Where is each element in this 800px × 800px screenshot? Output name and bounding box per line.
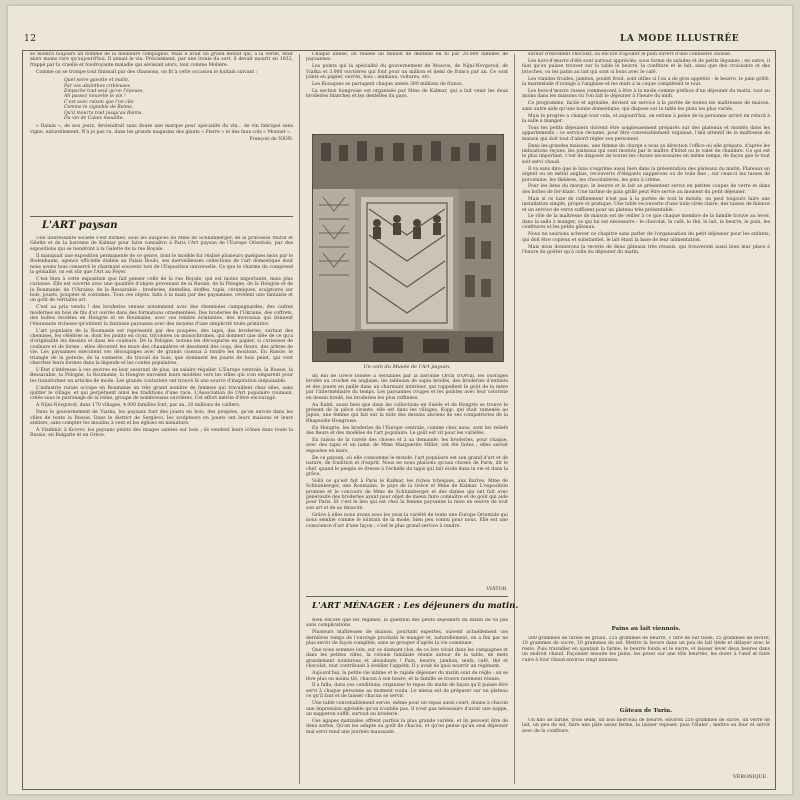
paragraph: Au Kahti, aussi bien que dans les collections en Suède et de Hongrie se trouve le présent de la pièce vivante, elle est dans les villages, Kopp, qui était ramenée au Japon, une femme qui fait sur la toile des dessins anciens de ses compatriotes de la Rhapsodie Hongroise. (306, 402, 508, 424)
signature: François de NION. (249, 136, 293, 142)
paragraph: « Ralain », de nos jours, deviendrait sans doute une marque pour spécialité du vin... de vin fabriqué sans vigne, naturellement. N'a je pas vu, dans les grands magasins des giants « Pierre » et des faux cols « Monnet ». (30, 124, 293, 135)
newspaper-page (8, 6, 792, 794)
paragraph: Mais le progrès a changé tout cela, et aujourd'hui, on estime à peine de la personne arrivé en retard à la salle à manger. (522, 113, 770, 124)
paragraph: En raison de la rareté des choses et à sa demande, les broderies, pour chaque, avec des tapis et en lamé, de Mme Marguerite Miller, ont été faites ; elles seront exposées en mars. (306, 437, 508, 454)
column-1-top (30, 52, 293, 216)
paragraph: Dans les grandes maisons, une femme de charge a sous sa direction l'office où elle prépare, d'après les indications reçues, les plateaux qui sont montés par le maître d'hôtel ou le valet de chambre. Ce qui est le plus important, c'est de disposer de toutes les choses nécessaires en même temps, de façon que le tout soit servi chaud. (522, 143, 770, 165)
paragraph: Grâce à elles nous avons sous les yeux la variété de toute une Europe Orientale qui nous semble comme le lointain de la mode, bien peu connu pour nous. Elle est une conscience d'art d'une façon ; c'est le plus grand service à rendre. (306, 512, 508, 529)
paragraph: se montra toujours un homme de la meilleure compagnie. Mais il avait un grand défaut qui, à la vérité, était alors moins rare qu'aujourd'hui. Il aimait le vin. Précisément, par une ironie du sort, il devait mourir en 1832, frappé par la cruelle et foudroyante maladie qui sévissait alors, tout comme Molière. (30, 52, 293, 68)
paragraph: À Nijni-Novgorod, dans 170 villages, 4.000 familles font, par an, 20 millions de cuillers. (36, 403, 241, 409)
paragraph: Voilà ce qu'est fait à Paris le Kalmar, les riches tchèques, aux Barres, Mme de Schlumberger, une Roumaine, le pays de la Grèce et Mme de Kalmar. L'exposition promise et le concours de Mme de Schlumberger et des dames qui ont fait avec générosité des broderies ayant pour objet de mieux faire connaître et de goût qui aide pour Paris. Et c'est le lieu qui est chez la femme paysanne la mise en œuvre de tout son art et de sa ténacité. (306, 478, 508, 511)
paragraph: Plusieurs maîtresses de maison, pourtant expertes, suivent actuellement ces dernières temps de l'ouvrage prochain le manger et, naturellement, on a fini par ne plus servir de façon complète, sans se grouper d'après la vie commune. (306, 630, 508, 647)
verse-line: C'est avec raison que l'on cite (64, 99, 134, 105)
recipe-title-gateau-de-turin: Gâteau de Turin. (619, 708, 673, 714)
verse-line: Comme le vignoble de Reims, (64, 105, 134, 111)
paragraph: Les points qui la spécialité du gouvernement de Moscou, de Nijni-Novgorod, de Viatka et 3.000 ouvrières qui font pour un million et demi de francs par an. Ce sont joints en papier, ouvrés, bois : animaux, voitures, etc. (306, 64, 508, 81)
paragraph: À Vladimir, à Kovrov, les paysans peints des images saintes sur bois ; ils vendent leurs icônes dans toute la Russie, en Bulgarie et en Grèce. (30, 427, 293, 439)
paragraph: Les viandes froides, jambon, poulet froid, sont utiles si l'on a de gros appétits ; le beurre, le pain grillé, la marmelade d'orange à l'anglaise et les œufs à la coque complètent le tout. (522, 76, 770, 88)
column-3-top (522, 52, 770, 622)
paragraph: La section hongroise est organisée par Mme de Kalmar, qui a fait venir les deux broderies blanches et les dentelles du pays. (306, 88, 508, 100)
column-2-middle (306, 374, 508, 586)
paragraph: De ce paysan, où elle consomme le monde, l'art populaire est son grand d'art et de nature, de tradition et d'esprit. Nous ne nous plaisons qu'aux choses de Paris, dit le chef, quand le peuple se dresse à l'échelle du tapis qui fait école dans la vie et dans la grâce. (306, 455, 508, 477)
verse (64, 78, 293, 121)
signature: VÉRONIQUE. (732, 774, 768, 780)
paragraph: Il a fallu, dans ces conditions, organiser le repas du matin de façon qu'il puisse être servi à chaque personne au moment voulu. Le mieux est de préparer sur un plateau ce qu'il faut et de laisser chacun se servir. (306, 683, 508, 700)
paragraph: Il manquait une exposition permanente de ce genre, dont le modèle fut réalisé plusieurs quelques mois par le Bodenhaum, agence officielle établie au Palais Boulo, ses merveilleuses collections de l'art domestique dont nous avons tous conservé le charmant souvenir lors de l'Exposition universelle. Ce que le charme du comprend la génialité, on est sûr que l'Art au Foyer. (30, 253, 293, 275)
paragraph: Tous les petits déjeuners doivent être soigneusement préparés sur des plateaux et montés dans les appartements ; ce service réclame, pour être convenablement organisé, l'œil attentif de la maîtresse de maison qui doit tout d'abord régler son personnel. (522, 125, 770, 142)
museum-interior-illustration (313, 135, 503, 361)
paragraph: Aujourd'hui, la petite vie intime et le rapide déjeuner du matin sont de règle : on se lève plus ou moins tôt, chacun à son heure, et la famille se trouve rarement réunie. (306, 671, 508, 682)
paragraph: C'est au prix vendu ! des broderies venues notamment avec des cheminées campagnardes, des cadres modernes en bois de fils d'or ouvrés dans des formations ornementées. Des broderies de l'Ukraine, des coffrets, des boîtes brodées en Hongrie et en Roumanie, avec ces teintes éclatantes, des morceaux qui donnent l'étonnante richesse qu'obtient la fantaisie paysanne avec des moyens d'une simplicité toute primitive. (30, 305, 293, 327)
paragraph: saveur d'excellent chocolat, ou encore d'ajouter le pain ouvert d'une confiserie choisie. (528, 52, 732, 57)
verse-line: Empoche tout seul qu'on l'épouse, (64, 88, 144, 94)
column-divider (514, 54, 515, 784)
paragraph: du Roi de Grèce fondée à Versailles par la baronne Orczi d'Orval, les ouvrages brodés au crochet en anglaise, les tableaux de sapin brodés, des broderies d'enfants et des jouets en paille dans un charmant intérieur, qui rappellent le goût de la mère par l'intermédiaire du temps. Les paysannes rouges et les pointes avec leur coloriste en dessin brodé, les broderies les plus raffinées. (306, 374, 508, 401)
paragraph: Une intéressante société s'est formée, sous les auspices de Mme de Schlumberger, de la princesse Murat et Gilette et de la baronne de Kalmar pour faire connaître à Paris l'Art paysan de l'Europe Orientale, par des expositions qui se tiendront à la Galerie de la rue Royale. (30, 236, 293, 252)
paragraph: Ce programme, facile et agréable, devient un service à la portée de toutes les maîtresses de maison, sans autre aide qu'une bonne domestique, qui dispose sur la table les plats les plus variés. (522, 101, 770, 112)
paragraph: L'industrie rurale occupe en Roumanie un très grand nombre de femmes qui travaillent chez elles, sans quitter le village, et qui perpétuent ainsi les traditions d'une race. L'Association de l'Art populaire roumain, créée sous le patronage de la reine, groupe de nombreuses ouvrières. Cet effort mérite d'être encouragé. (30, 385, 293, 402)
paragraph: Que nous sommes loin, sur ce diamant clos, de ce lors vivait dans les campagnes et dans les petites villes, la colonie familiale réunie autour de la table, de mets grandement nombreux et abondants ! Pain, beurre, jambon, œufs, café, thé et chocolat, tout contribuait à éveiller l'appétit. Il y avait de quoi nourrir un régiment. (306, 648, 508, 670)
section-divider (30, 216, 293, 217)
section-divider (306, 596, 508, 597)
paragraph: 500 grammes de farine de gruau, 125 grammes de beurre, 1 litre de lait tiède, 25 grammes de levure, 10 grammes de sucre, 10 grammes de sel. Mettre la levure dans un peu de lait tiède et délayer avec le reste. Puis travailler en ajoutant la farine, le beurre fondu et le sucre, et laisser lever deux heures dans un endroit chaud. Façonner ensuite les pains, les poser sur une tôle beurrée, les dorer à l'œuf et faire cuire à four chaud environ vingt minutes. (522, 636, 770, 663)
paragraph: Mais nous donnerons la recette de deux gâteaux très réussis, qui trouveront aussi bien leur place à l'heure du goûter qu'à celle du déjeuner du matin. (522, 244, 770, 255)
column-divider (299, 54, 300, 784)
paragraph: Comme on se trompe tout finissait par des chansons, on fit à cette occasion le huitain suivant : (36, 69, 258, 75)
paragraph: Le rôle de la maîtresse de maison est de veiller à ce que chaque membre de la famille trouve au lever, dans la salle à manger, ce qui lui est nécessaire : le chocolat, le café, le thé, le lait, le beurre, le pain, les confitures et les petits gâteaux. (522, 214, 770, 231)
paragraph: Les hors-d'œuvre russes commencent à être à la mode comme préface d'un déjeuner du matin, tout au moins dans les maisons où l'on fait le déjeuner à l'heure du midi. (522, 88, 770, 100)
paragraph: Les hors-d'œuvre d'été sont surtout appréciés, sous forme de salades et de petits légumes ; en outre, il faut qu'on puisse trouver sur la table le beurre, la confiture et le lait, ainsi que des croissants et des brioches, ou les pains au lait qui sont si bons avec le café. (522, 58, 770, 75)
column-1-body (30, 236, 293, 784)
museum-photo (312, 134, 504, 362)
recipe-1-text (522, 636, 770, 696)
photo-caption: Un coin du Musée de l'Art paysan. (363, 364, 451, 370)
paragraph: Mais si ce luxe de raffinement n'est pas à la portée de tout le monde, on peut toujours faire une installation simple, propre et pratique. Une table recouverte d'une toile cirée claire, des tasses de faïence et un service de verre suffisent pour un plateau très présentable. (522, 196, 770, 213)
recipe-title-pains-au-lait: Pains au lait viennois. (611, 626, 681, 632)
paragraph: Chaque année, on réalise un million de dentelle en fil par 20.000 familles de paysannes. (306, 52, 508, 63)
paragraph: Nous ne saurions achever ce chapitre sans parler de l'organisation du petit déjeuner pour les enfants, qui doit être copieux et substantiel, le lait étant la base de leur alimentation. (522, 232, 770, 243)
verse-line: Du vin de Calais maudite. (64, 115, 124, 121)
paragraph: En Hongrie, les broderies de l'Europe centrale, comme chez nous, sont les reliefs des fleurs et des modèles de l'art populaire. Le goût est vif pour les variétés. (306, 425, 508, 437)
paragraph: Une table convenablement servie, même pour un repas aussi court, donne à chacun une impression agréable qu'on n'oublie pas. Il n'est pas nécessaire d'avoir une nappe, un napperon suffit, surtout en broderie. (306, 701, 508, 717)
page-number: 12 (24, 34, 37, 44)
paragraph: Il va sans dire que le luxe s'exprime aussi bien dans la présentation des plateaux du matin. Plateaux en argent ou en métal anglais, recouverts d'élégants napperons ou de toile fine ; sur ceux-ci les tasses de porcelaine, les théières, les chocolatières, les pots à crème. (522, 166, 770, 183)
column-2-bottom (306, 618, 508, 784)
section-title-art-menager: L'ART MÉNAGER : Les déjeuners du matin. (312, 601, 519, 611)
section-title-art-paysan: L'ART paysan (42, 220, 118, 231)
paragraph: Les Kosaques se partagent chaque année 300 millions de francs. (312, 82, 464, 88)
verse-line: Quel noire gavotte et malin, (64, 78, 130, 84)
column-2-top (306, 52, 508, 132)
paragraph: C'est bien à cette exposition que fait penser celle de la rue Royale, qui est moins importante, mais plus curieuse. Elle est ouverte avec une quantité d'objets provenant de la Russie, de la Pologne, de la Hongrie et de la Roumanie, de l'Ukraine, de la Bessarabie : broderies, dentelles, étoffes, tapis, céramiques, sculptures sur bois, jouets, poupées et costumes. Tous ces objets, faits à la main par des paysannes, révèlent une fantaisie et un goût de véritable art. (30, 276, 293, 304)
verse-line: Qu'il mourra tout jusqu'au Reims, (64, 110, 143, 116)
recipe-2-text (522, 718, 770, 770)
verse-line: Ah passez nouvelle le vin ! (64, 94, 126, 100)
page-title: LA MODE ILLUSTRÉE (620, 34, 740, 44)
paragraph: Ces agapes matinales offrent parfois la plus grande variété, et ils peuvent être de deux sortes. Qu'on les adapte au goût de chacun, et qu'on pense qu'un seul déjeuner mal servi rend une journée maussade. (306, 718, 508, 735)
signature: VIATOR. (486, 586, 508, 592)
paragraph: Pour les liens du marque, le beurre et le lait se présentent servis en petites coupes de verre et dans des boîtes de fer-blanc. Une tartine de pain grillé peut être servie au moment du petit déjeuner. (522, 184, 770, 195)
paragraph: L'art populaire de la Roumanie est représenté par des poupées, des tapis, des broderies, surtout des chemises, les célèbres ie, dont les points en croix, tricolores ou monochromes, qui donnent une idée de ce qu'a d'originalité les dessins et dans les couleurs. De la Pologne, notons les découpures en papier, si curieuses de couleurs et de forme ; elles décorent les murs des chaumières et dessinent des coqs, des fleurs, des arbres de vie. Les paysannes exécutent ces découpages avec de grands ciseaux à tondre les moutons. En Russie, le triangle de la poterie, de la vannerie, du travail du bois, que dominent les jouets de bois peint, qui vont chercher leurs formes dans la légende et les contes populaires. (30, 328, 293, 366)
verse-line: Par vos absinthes cribleuses (64, 83, 131, 89)
paragraph: L'État s'intéresse à ces œuvres en leur assurant de plus, un salaire régulier. L'Europe centrale, la Russie, la Bessarabie, la Pologne, la Roumanie, la Hongrie envoient leurs modèles vers les villes qui s'en emparent pour les transformer en articles de mode. Les grands couturiers ont trouvé là une source d'inspiration inépuisable. (30, 367, 293, 384)
paragraph: Un kilo de farine, trois œufs, un bon morceau de beurre, environ 250 grammes de sucre, un verre de lait, un peu de sel, faire une pâte assez ferme, la laisser reposer, puis l'étaler ; mettre au four et servir avec de la confiture. (522, 718, 770, 734)
paragraph: Bien encore que les régimes, la question des petits déjeuners du matin ne va pas sans complications. (306, 618, 508, 629)
paragraph: Dans le gouvernement de Viatka, les paysans font des jouets en bois, des poupées, qu'on envoie dans les villes de toute la Russie. Dans le district de Sergievo, les sculpteurs en jouets ont leurs maisons et leurs ateliers, sans compter les moulins à vent et les églises en miniature. (30, 410, 293, 426)
